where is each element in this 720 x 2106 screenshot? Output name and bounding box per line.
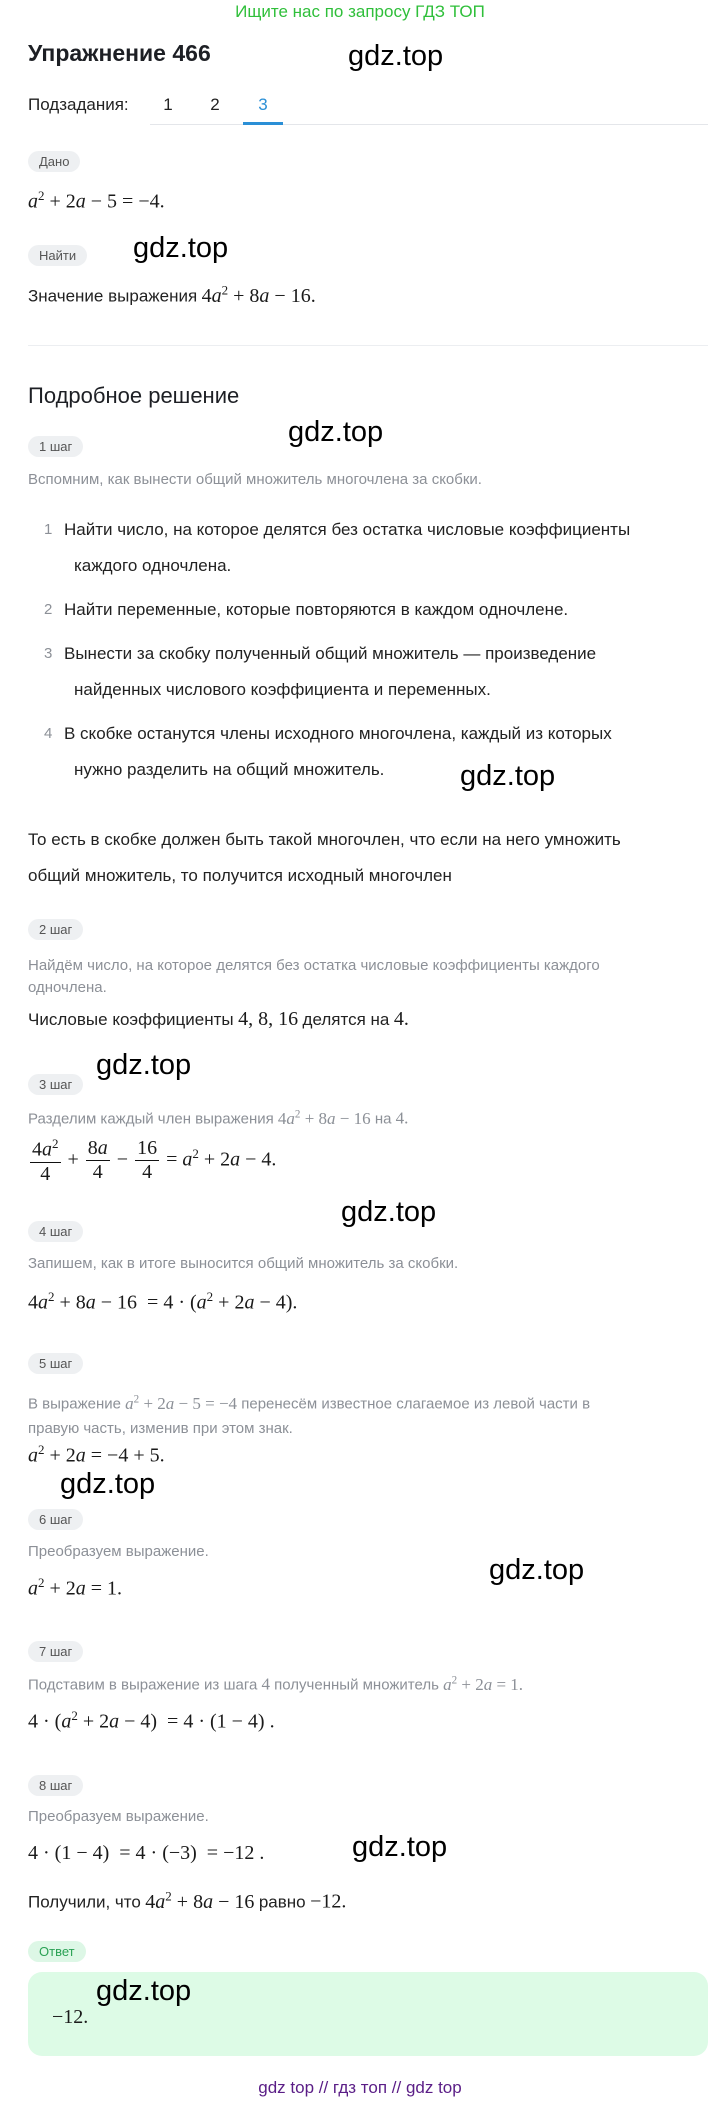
find-pill: Найти — [28, 245, 87, 266]
step-8-equation: 4 · (1 − 4) = 4 · (−3) = −12 . — [28, 1842, 265, 1864]
hint-text: Разделим каждый член выражения — [28, 1110, 274, 1128]
step-2-statement: Числовые коэффициенты 4, 8, 16 делятся на 4. — [28, 1008, 409, 1030]
step-4-equation: $4a^2 + 8a - 16 = 4 \cdot (a^2 + 2a - 4)$. — [28, 1289, 298, 1314]
hint-text: В выражение — [28, 1395, 121, 1413]
step-3-equation: $\frac{4a^2}{4}$ + $\frac{8a}{4}$ − $\frac{16}{4}$ = $a^2 + 2a - 4$. — [32, 1136, 277, 1185]
step-3-pill: 3 шаг — [28, 1074, 83, 1095]
list-item-line: каждого одночлена. — [74, 556, 232, 575]
hint-text: на — [374, 1110, 392, 1128]
list-item — [44, 512, 704, 592]
answer-value: −12. — [52, 2006, 89, 2028]
step-6-hint: Преобразуем выражение. — [28, 1543, 209, 1560]
step-2-pill: 2 шаг — [28, 919, 83, 940]
step-1-pill: 1 шаг — [28, 436, 83, 457]
hint-line: Найдём число, на которое делятся без остатка числовые коэффициенты каждого — [28, 957, 600, 974]
step-1-hint: Вспомним, как вынести общий множитель многочлена за скобки. — [28, 471, 482, 488]
answer-pill: Ответ — [28, 1941, 86, 1962]
list-item — [44, 636, 704, 716]
subtasks-label: Подзадания: — [28, 95, 129, 114]
list-item-number: 4 — [44, 725, 53, 742]
algorithm-list — [44, 512, 704, 796]
tab-subtask-3[interactable]: 3 — [258, 95, 268, 114]
statement-text: Числовые коэффициенты — [28, 1010, 234, 1029]
section-divider — [28, 345, 708, 346]
tab-subtask-2[interactable]: 2 — [210, 95, 220, 114]
footer-links[interactable]: gdz top // гдз топ // gdz top — [258, 2078, 462, 2097]
step-3-hint: Разделим каждый член выражения $4a^2 + 8a - 16$ на 4. — [28, 1108, 409, 1128]
given-pill: Дано — [28, 151, 80, 172]
watermark: gdz.top — [489, 1554, 585, 1586]
result-statement: Получили, что $4a^2 + 8a - 16$ равно −12. — [28, 1888, 347, 1913]
find-section — [28, 245, 87, 266]
top-banner[interactable]: Ищите нас по запросу ГДЗ ТОП — [235, 2, 485, 21]
page-title: Упражнение 466 — [28, 40, 211, 66]
step-8-pill: 8 шаг — [28, 1775, 83, 1796]
find-expression: $4a^2 + 8a - 16$. — [201, 282, 316, 307]
watermark: gdz.top — [288, 416, 384, 448]
hint-text: Подставим в выражение из шага — [28, 1676, 258, 1694]
watermark: gdz.top — [96, 1049, 192, 1081]
list-item-line: найденных числового коэффициента и переменных. — [74, 680, 491, 699]
step-5-equation: $a^2 + 2a = -4 + 5$. — [28, 1442, 165, 1467]
watermark: gdz.top — [352, 1831, 448, 1863]
watermark: gdz.top — [348, 40, 444, 72]
list-item-line: Вынести за скобку полученный общий множитель — произведение — [64, 644, 597, 663]
watermark: gdz.top — [460, 760, 556, 792]
list-item-number: 1 — [44, 521, 53, 538]
list-item — [44, 716, 704, 796]
list-item-line: Найти число, на которое делятся без остатка числовые коэффициенты — [64, 520, 631, 539]
paragraph-line: общий множитель, то получится исходный многочлен — [28, 866, 452, 885]
result-text: равно — [258, 1892, 306, 1912]
list-item-line: В скобке останутся члены исходного многочлена, каждый из которых — [64, 724, 612, 743]
list-item-number: 3 — [44, 645, 53, 662]
watermark: gdz.top — [341, 1196, 437, 1228]
watermark: gdz.top — [60, 1468, 156, 1500]
step-8-hint: Преобразуем выражение. — [28, 1808, 209, 1825]
list-item-line: Найти переменные, которые повторяются в каждом одночлене. — [64, 600, 569, 619]
given-section — [28, 151, 80, 172]
given-equation: $a^2 + 2a - 5 = -4$. — [28, 188, 165, 213]
hint-line: правую часть, изменив при этом знак. — [28, 1419, 293, 1437]
step-6-pill: 6 шаг — [28, 1509, 83, 1530]
find-statement — [28, 282, 316, 308]
statement-text: делятся на — [302, 1010, 390, 1029]
tabs-divider — [150, 124, 708, 125]
watermark: gdz.top — [133, 232, 229, 264]
hint-text: перенесём известное слагаемое из левой части в — [241, 1395, 591, 1413]
list-item — [44, 592, 704, 636]
hint-text: полученный множитель — [274, 1676, 439, 1694]
explanation-paragraph — [28, 822, 621, 894]
list-item-number: 2 — [44, 601, 53, 618]
find-text: Значение выражения — [28, 286, 198, 306]
step-5-hint: В выражение $a^2 + 2a - 5 = -4$ перенесём известное слагаемое из левой части в правую часть, изменив при этом знак. — [28, 1387, 708, 1441]
tab-subtask-1[interactable]: 1 — [163, 95, 173, 114]
step-4-hint: Запишем, как в итоге выносится общий множитель за скобки. — [28, 1255, 459, 1272]
solution-heading: Подробное решение — [28, 383, 240, 408]
paragraph-line: То есть в скобке должен быть такой многочлен, что если на него умножить — [28, 830, 621, 849]
step-6-equation: $a^2 + 2a = 1$. — [28, 1575, 123, 1600]
step-7-equation: $4 \cdot (a^2 + 2a - 4) = 4 \cdot (1 - 4)$ . — [28, 1708, 275, 1733]
watermark: gdz.top — [96, 1975, 192, 2007]
list-item-line: нужно разделить на общий множитель. — [74, 760, 385, 779]
step-2-hint — [28, 955, 600, 999]
result-text: Получили, что — [28, 1892, 141, 1912]
active-tab-indicator — [243, 122, 283, 125]
hint-line: одночлена. — [28, 979, 107, 996]
step-7-hint: Подставим в выражение из шага 4 полученный множитель $a^2 + 2a = 1$. — [28, 1674, 524, 1694]
step-7-pill: 7 шаг — [28, 1641, 83, 1662]
step-4-pill: 4 шаг — [28, 1221, 83, 1242]
step-5-pill: 5 шаг — [28, 1353, 83, 1374]
